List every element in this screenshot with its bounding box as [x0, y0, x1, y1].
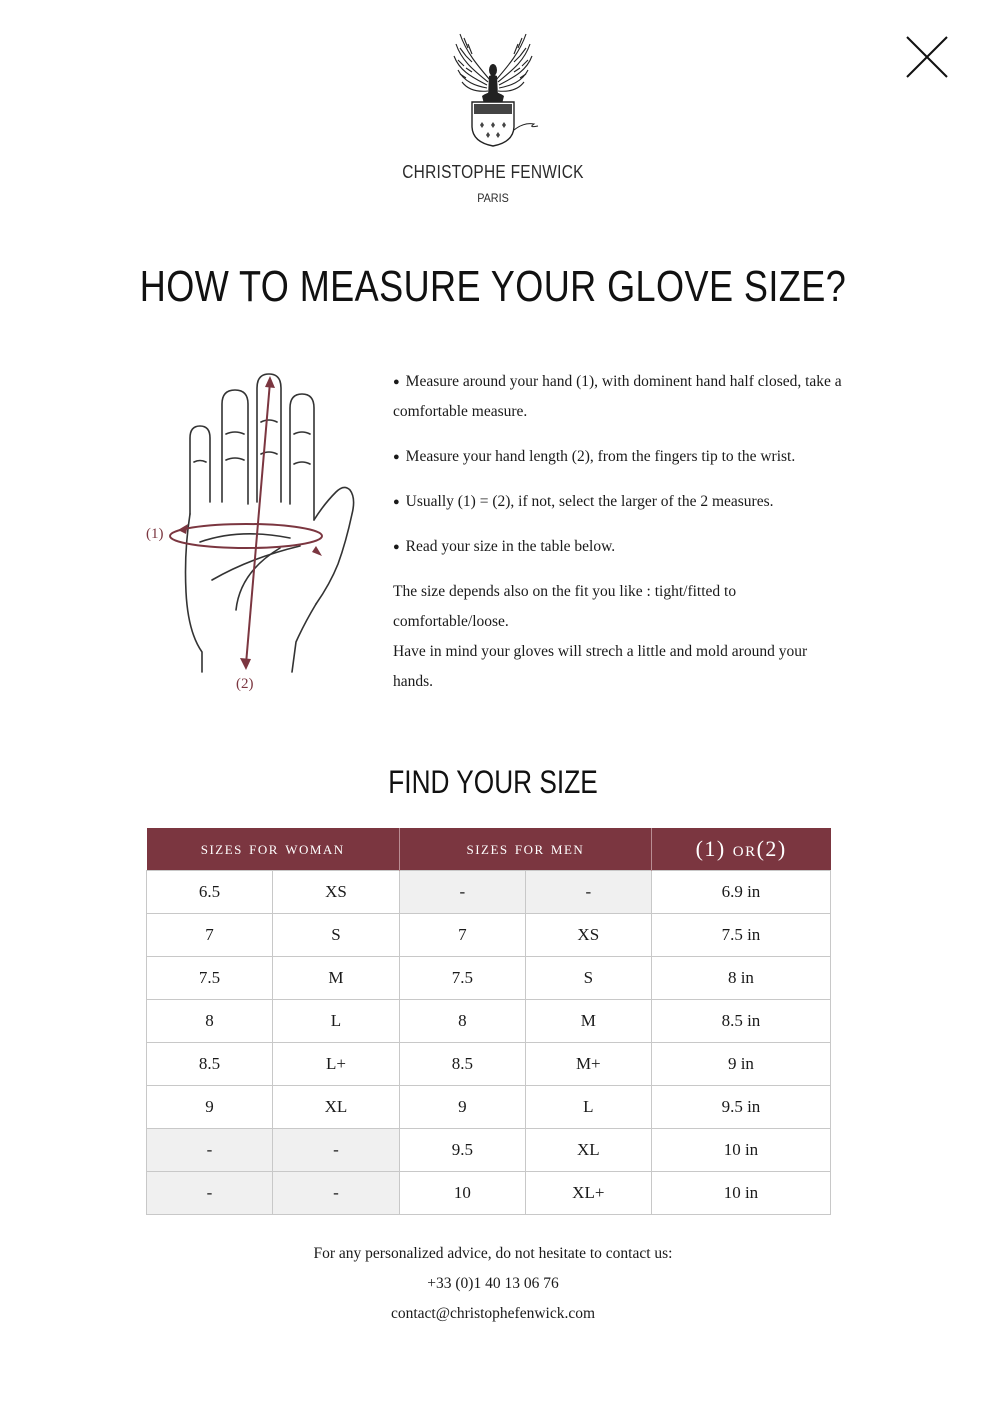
woman-size-number-cell: 7	[147, 914, 273, 957]
hand-measure-cell: 9 in	[651, 1043, 830, 1086]
men-size-number-cell: 8.5	[399, 1043, 525, 1086]
contact-block	[0, 1239, 986, 1329]
woman-size-number-cell: 8	[147, 1000, 273, 1043]
size-table-row	[147, 914, 831, 957]
woman-size-number-cell: -	[147, 1172, 273, 1215]
fit-note: The size depends also on the fit you like : tight/fitted to comfortable/loose.	[393, 583, 737, 630]
size-table-row	[147, 871, 831, 914]
hand-measure-cell: 6.9 in	[651, 871, 830, 914]
hand-measure-cell: 8.5 in	[651, 1000, 830, 1043]
men-size-number-cell: 9.5	[399, 1129, 525, 1172]
contact-phone[interactable]: +33 (0)1 40 13 06 76	[427, 1275, 559, 1292]
length-label: (2)	[236, 676, 254, 692]
woman-size-letter-cell: L	[272, 1000, 399, 1043]
woman-size-letter-cell: -	[272, 1129, 399, 1172]
contact-email[interactable]: contact@christophefenwick.com	[390, 1305, 596, 1322]
size-table-row	[147, 1172, 831, 1215]
men-size-number-cell: 8	[399, 1000, 525, 1043]
woman-size-number-cell: 8.5	[147, 1043, 273, 1086]
woman-size-letter-cell: -	[272, 1172, 399, 1215]
instruction-item: ● Measure around your hand (1), with dominent hand half closed, take a comfortable measure.	[393, 373, 842, 420]
hand-measure-cell: 9.5 in	[651, 1086, 830, 1129]
brand-city: PARIS	[477, 191, 509, 205]
instruction-item: ● Read your size in the table below.	[393, 538, 616, 555]
woman-size-number-cell: 9	[147, 1086, 273, 1129]
phoenix-crest-icon	[438, 30, 548, 148]
men-size-number-cell: 9	[399, 1086, 525, 1129]
header-men: sizes for men	[399, 828, 651, 871]
size-section-title: FIND YOUR SIZE	[388, 764, 598, 800]
woman-size-letter-cell: L+	[272, 1043, 399, 1086]
woman-size-number-cell: 7.5	[147, 957, 273, 1000]
size-table-row	[147, 1086, 831, 1129]
header-measure: (1) or(2)	[651, 828, 830, 871]
men-size-number-cell: 7.5	[399, 957, 525, 1000]
woman-size-number-cell: -	[147, 1129, 273, 1172]
page-title: HOW TO MEASURE YOUR GLOVE SIZE?	[139, 262, 847, 311]
hand-measure-cell: 10 in	[651, 1172, 830, 1215]
hand-measure-cell: 7.5 in	[651, 914, 830, 957]
men-size-number-cell: 10	[399, 1172, 525, 1215]
size-table	[146, 828, 831, 1215]
bullet-icon: ●	[393, 541, 400, 553]
size-table-row	[147, 1129, 831, 1172]
men-size-letter-cell: M	[525, 1000, 651, 1043]
size-table-row	[147, 957, 831, 1000]
bullet-icon: ●	[393, 376, 400, 388]
men-size-letter-cell: XS	[525, 914, 651, 957]
hand-measure-diagram	[140, 352, 370, 700]
instruction-item: ● Usually (1) = (2), if not, select the larger of the 2 measures.	[393, 493, 774, 510]
hand-measure-cell: 8 in	[651, 957, 830, 1000]
measure-instructions	[393, 367, 843, 697]
instruction-item: ● Measure your hand length (2), from the fingers tip to the wrist.	[393, 448, 796, 465]
woman-size-letter-cell: S	[272, 914, 399, 957]
bullet-icon: ●	[393, 451, 400, 463]
men-size-number-cell: 7	[399, 914, 525, 957]
stretch-note: Have in mind your gloves will strech a little and mold around your hands.	[393, 643, 808, 690]
men-size-letter-cell: L	[525, 1086, 651, 1129]
men-size-letter-cell: M+	[525, 1043, 651, 1086]
contact-intro: For any personalized advice, do not hesitate to contact us:	[313, 1245, 673, 1262]
size-table-row	[147, 1043, 831, 1086]
woman-size-letter-cell: XL	[272, 1086, 399, 1129]
brand-logo	[0, 30, 986, 205]
men-size-number-cell: -	[399, 871, 525, 914]
size-table-header	[147, 828, 831, 871]
hand-measure-cell: 10 in	[651, 1129, 830, 1172]
circumference-label: (1)	[146, 526, 164, 542]
men-size-letter-cell: -	[525, 871, 651, 914]
header-woman: sizes for woman	[147, 828, 400, 871]
men-size-letter-cell: S	[525, 957, 651, 1000]
woman-size-number-cell: 6.5	[147, 871, 273, 914]
bullet-icon: ●	[393, 496, 400, 508]
woman-size-letter-cell: M	[272, 957, 399, 1000]
men-size-letter-cell: XL	[525, 1129, 651, 1172]
brand-name: CHRISTOPHE FENWICK	[402, 162, 584, 182]
woman-size-letter-cell: XS	[272, 871, 399, 914]
size-table-row	[147, 1000, 831, 1043]
men-size-letter-cell: XL+	[525, 1172, 651, 1215]
